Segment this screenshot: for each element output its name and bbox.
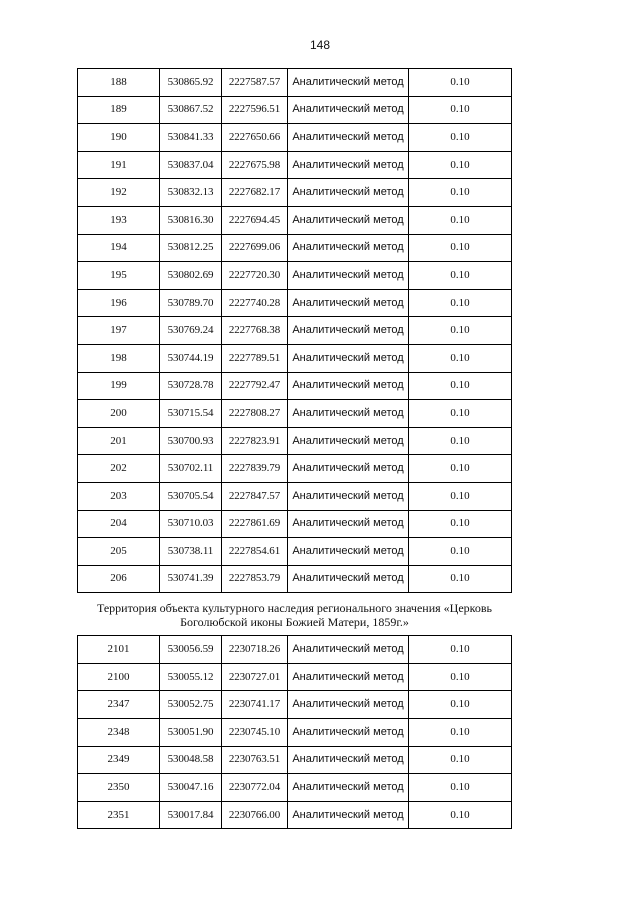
y-coordinate-cell: 2227694.45	[222, 206, 288, 234]
x-coordinate-cell: 530832.13	[160, 179, 222, 207]
table-row	[78, 400, 512, 428]
accuracy-cell: 0.10	[409, 538, 512, 566]
y-coordinate-cell: 2227847.57	[222, 482, 288, 510]
x-coordinate-cell: 530867.52	[160, 96, 222, 124]
accuracy-cell: 0.10	[409, 636, 512, 664]
x-coordinate-cell: 530837.04	[160, 151, 222, 179]
method-cell: Аналитический метод	[288, 691, 409, 719]
x-coordinate-cell: 530741.39	[160, 565, 222, 593]
point-number-cell: 191	[78, 151, 160, 179]
accuracy-cell: 0.10	[409, 427, 512, 455]
accuracy-cell: 0.10	[409, 234, 512, 262]
section-heading: Территория объекта культурного наследия регионального значения «Церковь Боголюбской иконы Божией Матери, 1859г.»	[78, 593, 512, 636]
accuracy-cell: 0.10	[409, 746, 512, 774]
table-row	[78, 206, 512, 234]
y-coordinate-cell: 2230745.10	[222, 719, 288, 747]
point-number-cell: 202	[78, 455, 160, 483]
method-cell: Аналитический метод	[288, 372, 409, 400]
point-number-cell: 2347	[78, 691, 160, 719]
table-row	[78, 96, 512, 124]
y-coordinate-cell: 2227823.91	[222, 427, 288, 455]
y-coordinate-cell: 2227789.51	[222, 344, 288, 372]
table-row	[78, 663, 512, 691]
y-coordinate-cell: 2230763.51	[222, 746, 288, 774]
y-coordinate-cell: 2230772.04	[222, 774, 288, 802]
point-number-cell: 190	[78, 124, 160, 152]
point-number-cell: 189	[78, 96, 160, 124]
table-row	[78, 69, 512, 97]
method-cell: Аналитический метод	[288, 234, 409, 262]
x-coordinate-cell: 530841.33	[160, 124, 222, 152]
point-number-cell: 192	[78, 179, 160, 207]
method-cell: Аналитический метод	[288, 538, 409, 566]
y-coordinate-cell: 2227792.47	[222, 372, 288, 400]
table-row	[78, 289, 512, 317]
y-coordinate-cell: 2227699.06	[222, 234, 288, 262]
accuracy-cell: 0.10	[409, 482, 512, 510]
accuracy-cell: 0.10	[409, 151, 512, 179]
x-coordinate-cell: 530056.59	[160, 636, 222, 664]
point-number-cell: 2101	[78, 636, 160, 664]
point-number-cell: 197	[78, 317, 160, 345]
table-row	[78, 151, 512, 179]
table-row	[78, 124, 512, 152]
accuracy-cell: 0.10	[409, 565, 512, 593]
y-coordinate-cell: 2227587.57	[222, 69, 288, 97]
x-coordinate-cell: 530705.54	[160, 482, 222, 510]
section-heading-row	[78, 593, 512, 636]
table-row	[78, 691, 512, 719]
accuracy-cell: 0.10	[409, 455, 512, 483]
accuracy-cell: 0.10	[409, 262, 512, 290]
x-coordinate-cell: 530700.93	[160, 427, 222, 455]
method-cell: Аналитический метод	[288, 151, 409, 179]
point-number-cell: 193	[78, 206, 160, 234]
y-coordinate-cell: 2230741.17	[222, 691, 288, 719]
y-coordinate-cell: 2227740.28	[222, 289, 288, 317]
x-coordinate-cell: 530865.92	[160, 69, 222, 97]
method-cell: Аналитический метод	[288, 746, 409, 774]
x-coordinate-cell: 530728.78	[160, 372, 222, 400]
y-coordinate-cell: 2227839.79	[222, 455, 288, 483]
accuracy-cell: 0.10	[409, 317, 512, 345]
y-coordinate-cell: 2227596.51	[222, 96, 288, 124]
accuracy-cell: 0.10	[409, 663, 512, 691]
accuracy-cell: 0.10	[409, 179, 512, 207]
method-cell: Аналитический метод	[288, 289, 409, 317]
table-row	[78, 234, 512, 262]
accuracy-cell: 0.10	[409, 206, 512, 234]
point-number-cell: 200	[78, 400, 160, 428]
method-cell: Аналитический метод	[288, 482, 409, 510]
x-coordinate-cell: 530744.19	[160, 344, 222, 372]
x-coordinate-cell: 530816.30	[160, 206, 222, 234]
accuracy-cell: 0.10	[409, 124, 512, 152]
accuracy-cell: 0.10	[409, 774, 512, 802]
point-number-cell: 2349	[78, 746, 160, 774]
accuracy-cell: 0.10	[409, 719, 512, 747]
method-cell: Аналитический метод	[288, 427, 409, 455]
table-body-church-points	[78, 636, 512, 829]
x-coordinate-cell: 530769.24	[160, 317, 222, 345]
point-number-cell: 199	[78, 372, 160, 400]
y-coordinate-cell: 2230766.00	[222, 801, 288, 829]
method-cell: Аналитический метод	[288, 179, 409, 207]
y-coordinate-cell: 2227853.79	[222, 565, 288, 593]
table-row	[78, 801, 512, 829]
y-coordinate-cell: 2227768.38	[222, 317, 288, 345]
table-row	[78, 565, 512, 593]
method-cell: Аналитический метод	[288, 455, 409, 483]
table-row	[78, 262, 512, 290]
x-coordinate-cell: 530715.54	[160, 400, 222, 428]
method-cell: Аналитический метод	[288, 124, 409, 152]
point-number-cell: 205	[78, 538, 160, 566]
x-coordinate-cell: 530047.16	[160, 774, 222, 802]
point-number-cell: 188	[78, 69, 160, 97]
method-cell: Аналитический метод	[288, 663, 409, 691]
x-coordinate-cell: 530789.70	[160, 289, 222, 317]
y-coordinate-cell: 2230718.26	[222, 636, 288, 664]
method-cell: Аналитический метод	[288, 719, 409, 747]
point-number-cell: 2348	[78, 719, 160, 747]
point-number-cell: 204	[78, 510, 160, 538]
accuracy-cell: 0.10	[409, 801, 512, 829]
method-cell: Аналитический метод	[288, 510, 409, 538]
table-row	[78, 719, 512, 747]
x-coordinate-cell: 530710.03	[160, 510, 222, 538]
accuracy-cell: 0.10	[409, 69, 512, 97]
table-row	[78, 372, 512, 400]
point-number-cell: 2351	[78, 801, 160, 829]
point-number-cell: 198	[78, 344, 160, 372]
method-cell: Аналитический метод	[288, 317, 409, 345]
accuracy-cell: 0.10	[409, 96, 512, 124]
accuracy-cell: 0.10	[409, 289, 512, 317]
table-row	[78, 746, 512, 774]
accuracy-cell: 0.10	[409, 344, 512, 372]
coordinates-table	[77, 68, 512, 829]
point-number-cell: 2100	[78, 663, 160, 691]
y-coordinate-cell: 2227675.98	[222, 151, 288, 179]
point-number-cell: 201	[78, 427, 160, 455]
x-coordinate-cell: 530052.75	[160, 691, 222, 719]
x-coordinate-cell: 530048.58	[160, 746, 222, 774]
x-coordinate-cell: 530802.69	[160, 262, 222, 290]
method-cell: Аналитический метод	[288, 69, 409, 97]
point-number-cell: 203	[78, 482, 160, 510]
accuracy-cell: 0.10	[409, 510, 512, 538]
y-coordinate-cell: 2230727.01	[222, 663, 288, 691]
y-coordinate-cell: 2227854.61	[222, 538, 288, 566]
table-row	[78, 455, 512, 483]
x-coordinate-cell: 530812.25	[160, 234, 222, 262]
accuracy-cell: 0.10	[409, 691, 512, 719]
method-cell: Аналитический метод	[288, 344, 409, 372]
y-coordinate-cell: 2227808.27	[222, 400, 288, 428]
table-row	[78, 427, 512, 455]
accuracy-cell: 0.10	[409, 400, 512, 428]
method-cell: Аналитический метод	[288, 636, 409, 664]
point-number-cell: 206	[78, 565, 160, 593]
method-cell: Аналитический метод	[288, 262, 409, 290]
table-row	[78, 482, 512, 510]
point-number-cell: 195	[78, 262, 160, 290]
x-coordinate-cell: 530738.11	[160, 538, 222, 566]
table-row	[78, 344, 512, 372]
accuracy-cell: 0.10	[409, 372, 512, 400]
method-cell: Аналитический метод	[288, 206, 409, 234]
table-row	[78, 317, 512, 345]
point-number-cell: 196	[78, 289, 160, 317]
x-coordinate-cell: 530051.90	[160, 719, 222, 747]
point-number-cell: 2350	[78, 774, 160, 802]
y-coordinate-cell: 2227650.66	[222, 124, 288, 152]
table-row	[78, 179, 512, 207]
table-body-points	[78, 69, 512, 593]
point-number-cell: 194	[78, 234, 160, 262]
method-cell: Аналитический метод	[288, 400, 409, 428]
method-cell: Аналитический метод	[288, 774, 409, 802]
y-coordinate-cell: 2227720.30	[222, 262, 288, 290]
table-section	[78, 593, 512, 636]
page-number: 148	[309, 38, 331, 52]
method-cell: Аналитический метод	[288, 565, 409, 593]
y-coordinate-cell: 2227861.69	[222, 510, 288, 538]
table-row	[78, 636, 512, 664]
y-coordinate-cell: 2227682.17	[222, 179, 288, 207]
table-row	[78, 538, 512, 566]
x-coordinate-cell: 530055.12	[160, 663, 222, 691]
method-cell: Аналитический метод	[288, 801, 409, 829]
table-row	[78, 774, 512, 802]
method-cell: Аналитический метод	[288, 96, 409, 124]
x-coordinate-cell: 530017.84	[160, 801, 222, 829]
table-row	[78, 510, 512, 538]
x-coordinate-cell: 530702.11	[160, 455, 222, 483]
